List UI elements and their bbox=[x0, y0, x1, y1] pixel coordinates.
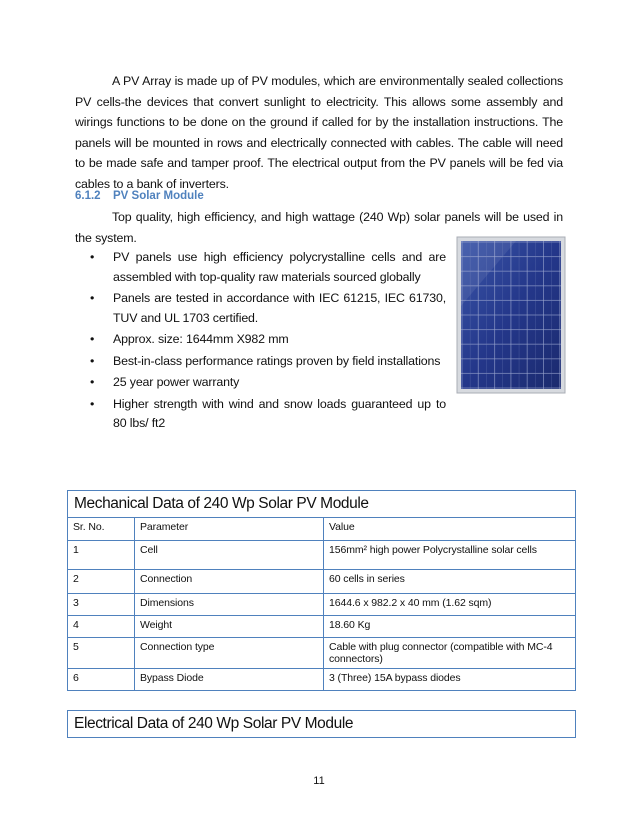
section-title: PV Solar Module bbox=[113, 190, 204, 202]
table-cell: 156mm² high power Polycrystalline solar cells bbox=[324, 541, 576, 570]
column-header: Sr. No. bbox=[68, 518, 135, 541]
bullet-icon: • bbox=[90, 396, 95, 411]
list-item: • Best-in-class performance ratings proven by field installations bbox=[90, 352, 446, 372]
table-caption: Mechanical Data of 240 Wp Solar PV Module bbox=[68, 491, 576, 518]
list-item: • 25 year power warranty bbox=[90, 373, 446, 393]
list-item: • PV panels use high efficiency polycrystalline cells and are assembled with top-quality raw materials sourced globally bbox=[90, 250, 446, 284]
list-item: • Approx. size: 1644mm X982 mm bbox=[90, 330, 446, 350]
list-item: • Higher strength with wind and snow loads guaranteed up to 80 lbs/ ft2 bbox=[90, 396, 446, 430]
table-cell: Cell bbox=[135, 541, 324, 570]
table-cell: 1644.6 x 982.2 x 40 mm (1.62 sqm) bbox=[324, 594, 576, 616]
table-cell: Weight bbox=[135, 616, 324, 638]
table-caption: Electrical Data of 240 Wp Solar PV Module bbox=[68, 711, 576, 738]
table-row bbox=[68, 616, 576, 638]
bullet-icon: • bbox=[90, 250, 95, 264]
table-cell: Connection bbox=[135, 570, 324, 594]
table-cell: Dimensions bbox=[135, 594, 324, 616]
bullet-icon: • bbox=[90, 375, 95, 389]
table-cell: 2 bbox=[68, 570, 135, 594]
table-cell: 1 bbox=[68, 541, 135, 570]
section-number: 6.1.2 bbox=[75, 190, 101, 202]
bullet-icon: • bbox=[90, 353, 95, 368]
intro-paragraph: A PV Array is made up of PV modules, which are environmentally sealed collections PV cells-the devices that convert sunlight to electricity. This allows some assembly and wirings functions to be done on the ground if called for by the installation instructions. The panels will be mounted in rows and electrically connected with cables. The cable will need to be made safe and tamper proof. The electrical output from the PV panels will be fed via cables to a bank of inverters. bbox=[75, 74, 563, 191]
bullet-icon: • bbox=[90, 291, 95, 305]
table-header-row bbox=[68, 518, 576, 541]
table-cell: Connection type bbox=[135, 638, 324, 669]
table-cell: 3 (Three) 15A bypass diodes bbox=[324, 669, 576, 691]
solar-panel-image bbox=[456, 236, 566, 394]
table-cell: 18.60 Kg bbox=[324, 616, 576, 638]
table-cell: 3 bbox=[68, 594, 135, 616]
mechanical-data-table bbox=[67, 490, 576, 691]
table-cell: 4 bbox=[68, 616, 135, 638]
table-row bbox=[68, 669, 576, 691]
table-cell: Bypass Diode bbox=[135, 669, 324, 691]
table-row bbox=[68, 541, 576, 570]
table-row bbox=[68, 594, 576, 616]
table-cell: 60 cells in series bbox=[324, 570, 576, 594]
list-item: • Panels are tested in accordance with IEC 61215, IEC 61730, TUV and UL 1703 certified. bbox=[90, 291, 446, 325]
table-cell: 5 bbox=[68, 638, 135, 669]
table-row bbox=[68, 638, 576, 669]
table-cell: Cable with plug connector (compatible with MC-4 connectors) bbox=[324, 638, 576, 669]
table-cell: 6 bbox=[68, 669, 135, 691]
section-body: Top quality, high efficiency, and high wattage (240 Wp) solar panels will be used in the system. bbox=[75, 210, 563, 245]
column-header: Value bbox=[324, 518, 576, 541]
table-row bbox=[68, 570, 576, 594]
section-heading bbox=[75, 190, 204, 202]
feature-bullet-list bbox=[90, 248, 446, 436]
page-number: 11 bbox=[313, 775, 325, 787]
column-header: Parameter bbox=[135, 518, 324, 541]
bullet-icon: • bbox=[90, 332, 95, 346]
electrical-data-table bbox=[67, 710, 576, 738]
